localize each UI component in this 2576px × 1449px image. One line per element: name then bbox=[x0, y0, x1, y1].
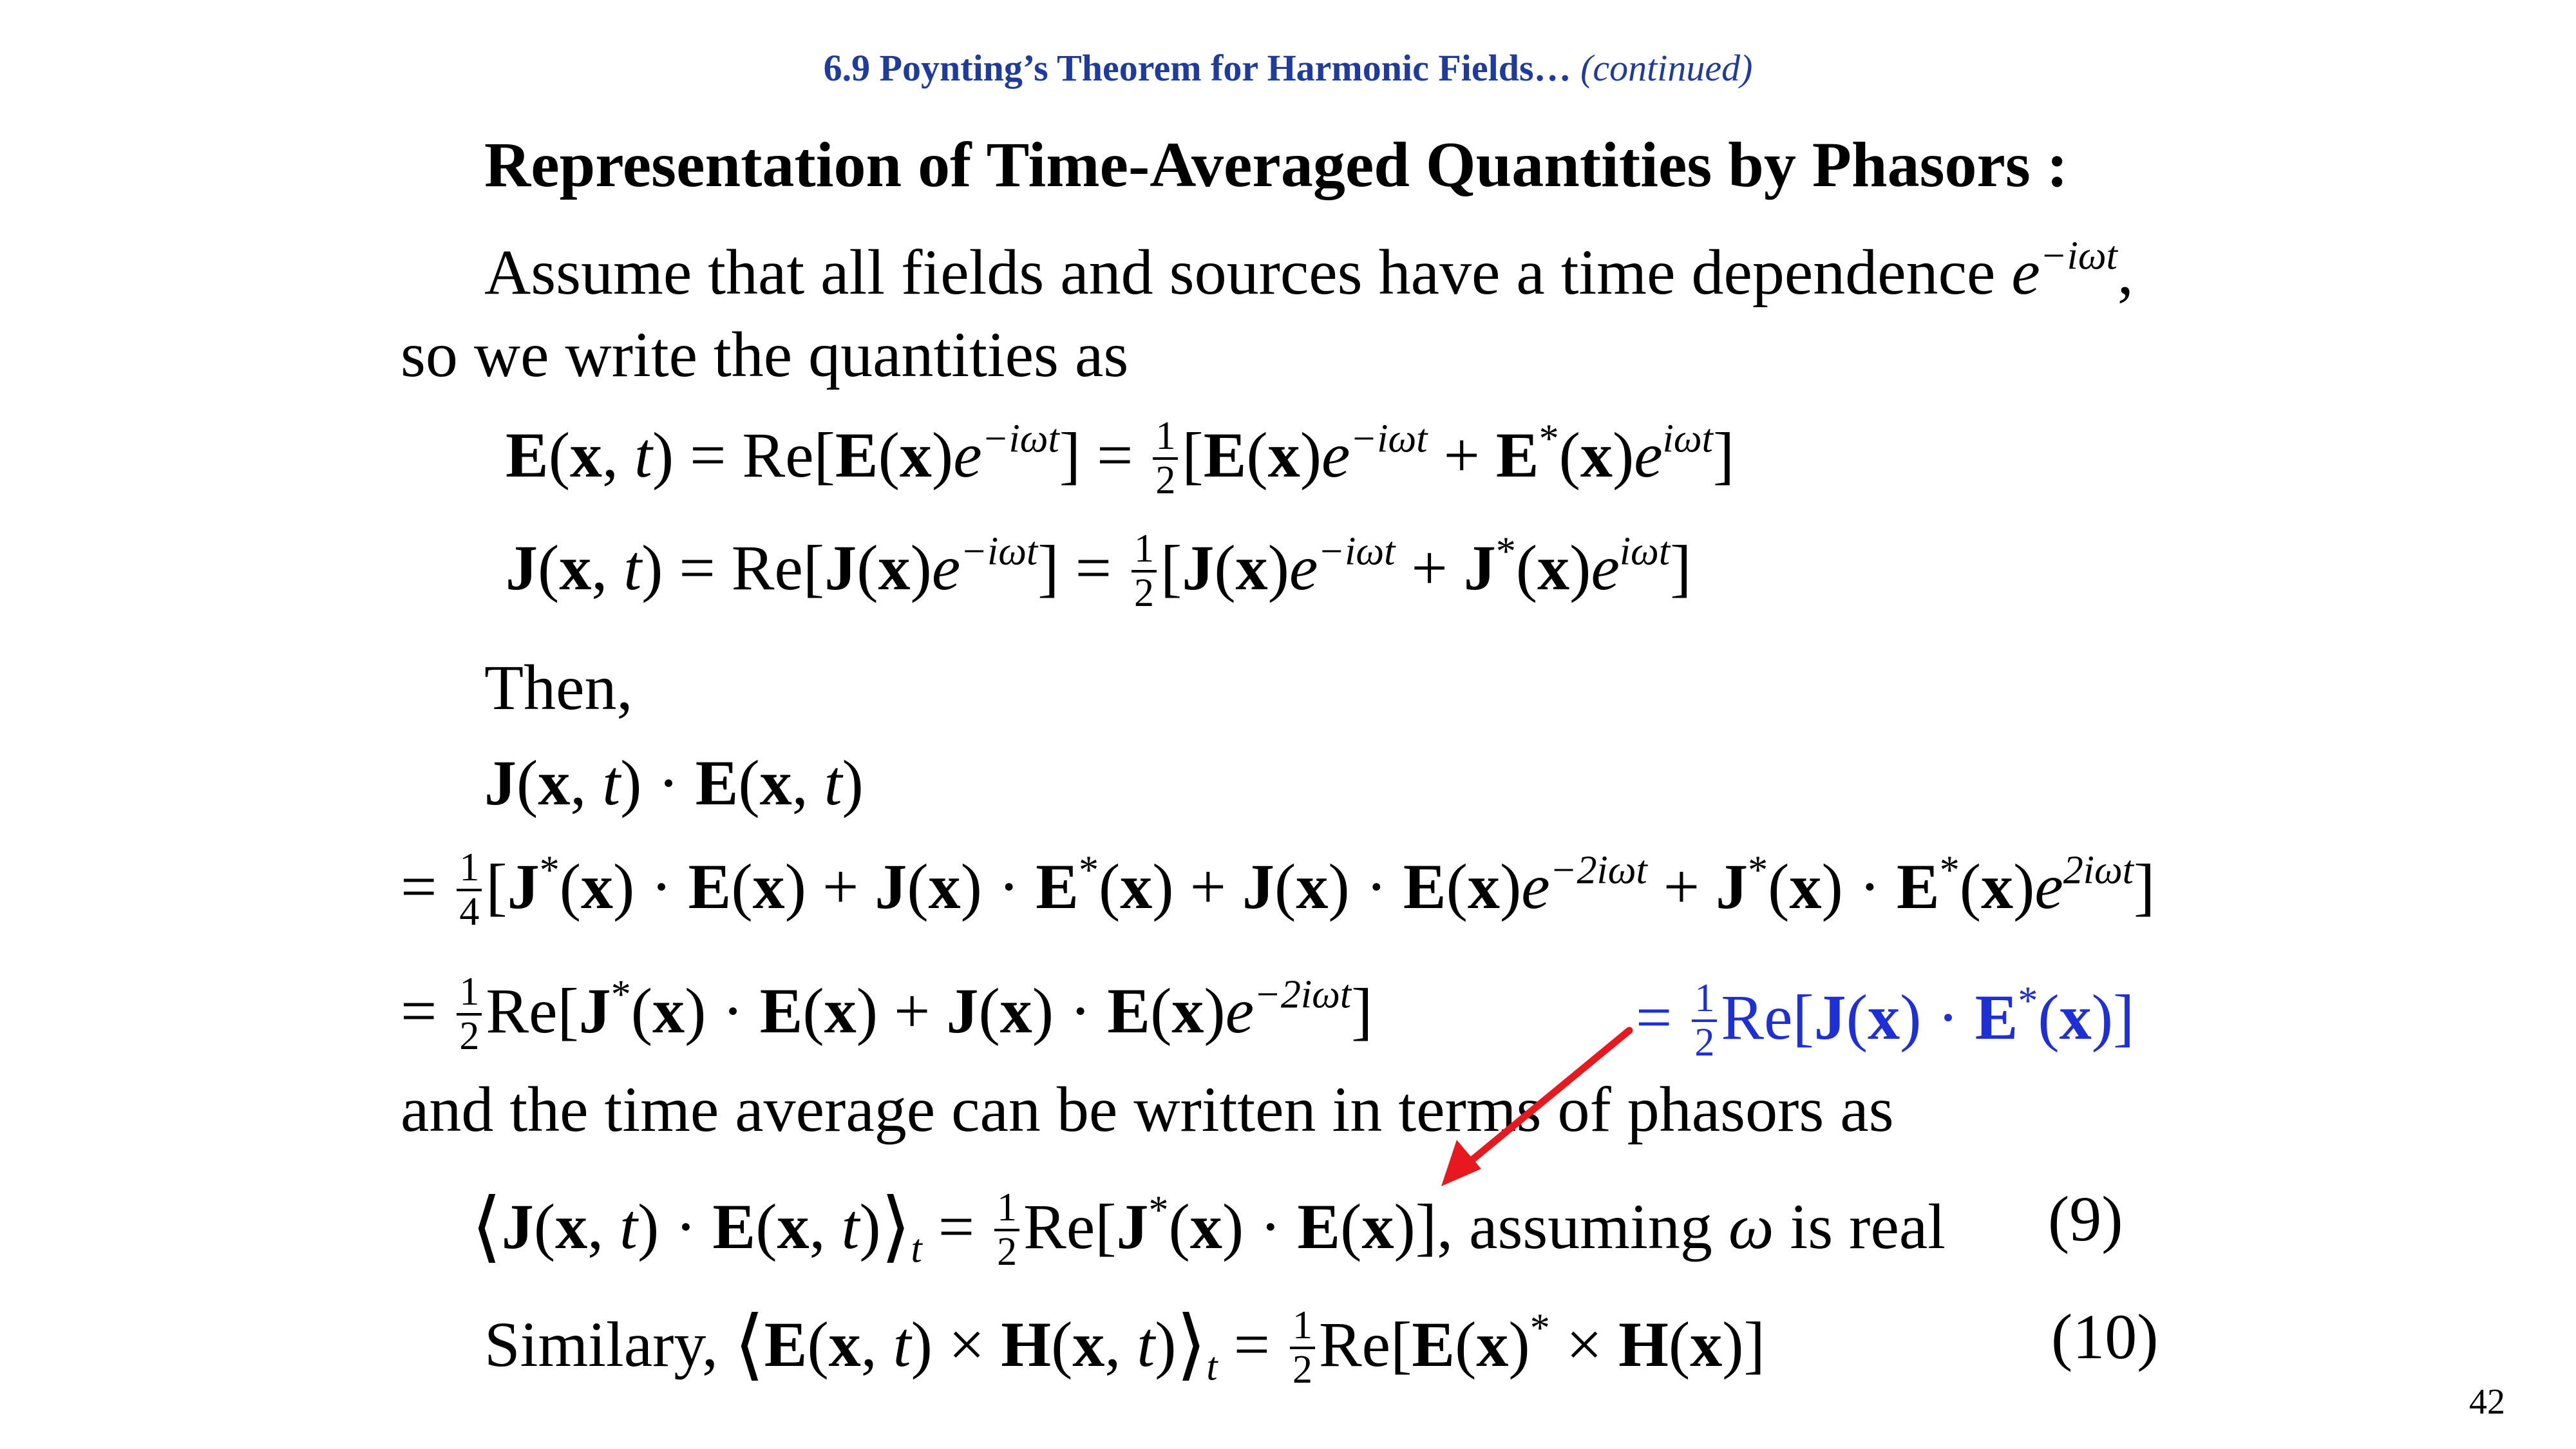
header-title: 6.9 Poynting’s Theorem for Harmonic Fields… bbox=[823, 47, 1571, 89]
equation-E-field: E(x, $t) = Re[E(x)e^{-i\omega t}]$ = $\frac{1}{2}$ $[E(x)e^{-i\omega t} + E^*(x)e^{i\omega t}]$ bbox=[506, 414, 1735, 503]
header-continued: (continued) bbox=[1580, 47, 1753, 89]
intro-line-1: Assume that all fields and sources have a time dependence $e^{-i\omega t}$, bbox=[484, 234, 2134, 308]
equation-10-number: (10) bbox=[2051, 1301, 2159, 1372]
eq9-is-real: is real bbox=[1790, 1190, 1946, 1262]
equation-JdotE-lhs: J(x, t) · E(x, t) bbox=[484, 747, 864, 819]
intro-line-2: so we write the quantities as bbox=[401, 319, 1129, 390]
time-dependence-expr: $e^{-i\omega t}$ bbox=[2011, 234, 2117, 308]
equation-JdotE-real-part: = $\frac{1}{2}$ $Re[J^*(x) \cdot E(x) + J(x) \cdot E(x)e^{-2i\omega t}]$ bbox=[401, 970, 1373, 1059]
equation-10: Similary, ⟨E(x, t) × H(x, $t)⟩_t$ = $\frac{1}{2}$ Re[E(x)* × H(x)] bbox=[484, 1302, 1765, 1392]
then-label: Then, bbox=[484, 652, 633, 723]
slide-title: Representation of Time-Averaged Quantities by Phasors : bbox=[484, 129, 2069, 200]
equation-J-current: J(x, $t) = Re[J(x)e^{-i\omega t}]$ = $\frac{1}{2}$ $[J(x)e^{-i\omega t} + J^*(x)e^{i\omega t}]$ bbox=[506, 527, 1692, 616]
time-average-text: and the time average can be written in terms of phasors as bbox=[401, 1074, 1894, 1145]
page-number: 42 bbox=[2469, 1382, 2505, 1422]
equation-9-number: (9) bbox=[2048, 1183, 2123, 1255]
eq9-assuming: assuming bbox=[1469, 1190, 1712, 1262]
equation-JdotE-expanded: = $\frac{1}{4}$ $[J^*(x) \cdot E(x) + J(x) \cdot E^*(x) + J(x) \cdot E(x)e^{-2i\omega t} + J^*(x) \cdot E^*(x)e^{2i\omega t}]$ bbox=[401, 846, 2155, 934]
blue-annotation-equation: = $\frac{1}{2}$ Re[J(x) · E*(x)] bbox=[1636, 976, 2135, 1065]
eq10-similary: Similary, bbox=[484, 1308, 718, 1380]
eq9-omega: ω bbox=[1728, 1190, 1774, 1262]
equation-9: ⟨J(x, t) · E(x, $t)⟩_t$ = $\frac{1}{2}$ Re[J*(x) · E(x)], assuming ω is real bbox=[471, 1184, 1946, 1274]
